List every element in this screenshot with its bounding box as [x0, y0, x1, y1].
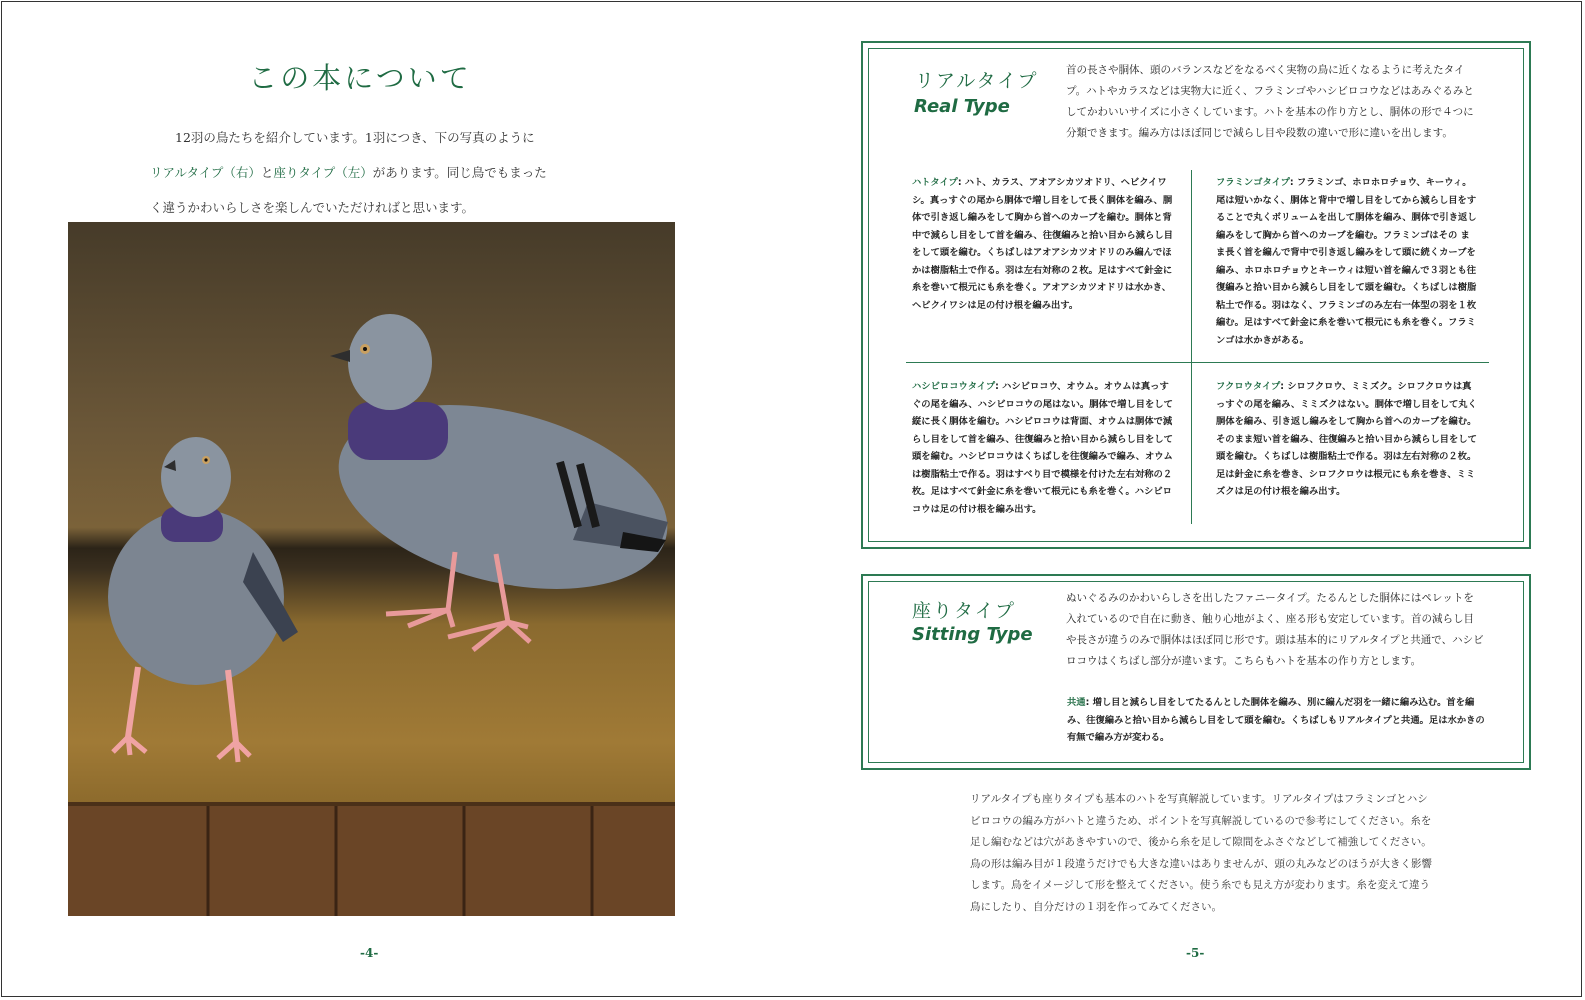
sitting-type-description: ぬいぐるみのかわいらしさを出したファニータイプ。たるんとした胴体にはペレットを入れているので自在に動き、触り心地がよく、座る形も安定しています。首の減らし目や長さが違うのみで胴体はほぼ同じ形です。頭は基本的にリアルタイプと共通で、ハシビロコウはくちばし部分が違います。こちらもハトを基本の作り方とします。 — [1066, 592, 1484, 667]
cell-label: フクロウタイプ — [1216, 381, 1281, 392]
cell-label: フラミンゴタイプ — [1216, 177, 1290, 188]
sitting-pigeon — [108, 437, 298, 762]
intro-real-type: リアルタイプ（右） — [150, 165, 261, 180]
table-planks — [68, 804, 675, 916]
sitting-type-title: 座りタイプ — [912, 600, 1017, 622]
flamingo-type-cell — [1216, 174, 1478, 349]
shoebill-type-cell — [912, 378, 1174, 518]
page-number-right: -5- — [1186, 946, 1205, 960]
common-label: 共通 — [1067, 697, 1086, 708]
intro-sitting-type: 座りタイプ（左） — [273, 165, 373, 180]
intro-line-3: く違うかわいらしさを楽しんでいただければと思います。 — [150, 200, 475, 215]
cell-text: : ハシビロコウ、オウム。オウムは真っすぐの尾を編み、ハシビロコウの尾はない。胴体で増し目をして縦に長く胴体を編む。ハシビロコウは背面、オウムは胴体で減らし目をして首を編み、往復編みと拾い目から減らし目をして頭を編む。ハシビロコウはくちばしを往復編みで編み、オウムは樹脂粘土で作る。羽はすべり目で模様を付けた左右対称の２枚。足はすべて針金に糸を巻いて根元にも糸を巻く。ハシビロコウは足の付け根を編み出す。 — [912, 381, 1173, 515]
real-type-title: リアルタイプ — [915, 70, 1039, 92]
real-type-subtitle: Real Type — [914, 96, 1010, 117]
intro-line-1: 12羽の鳥たちを紹介しています。1羽につき、下の写真のように — [175, 130, 535, 145]
cell-text: : フラミンゴ、ホロホロチョウ、キーウィ。尾は短いかなく、胴体と背中で増し目をしてから減らし目をすることで丸くボリュームを出して胴体を編み、胴体で引き返し編みをして胸から首へのカーブを編む。フラミンゴはその まま長く首を編んで背中で引き返し編みをして頭に続くカーブを編み、ホロホロチョウとキーウィは短い首を編んで３羽とも往復編みと拾い目から減らし目をして頭を編む。くちばしは樹脂粘土で作る。羽はなく、フラミンゴのみ左右一体型の羽を１枚編む。足はすべて針金に糸を巻いて根元にも糸を巻く。フラミンゴは水かきがある。 — [1216, 177, 1477, 346]
cell-label: ハシビロコウタイプ — [912, 381, 996, 392]
pigeon-type-cell — [912, 174, 1174, 314]
standing-pigeon — [319, 314, 675, 650]
cell-label: ハトタイプ — [912, 177, 958, 188]
grid-vertical-divider — [1191, 170, 1192, 524]
common-note — [1067, 694, 1487, 747]
pigeon-illustration — [68, 222, 675, 916]
common-text: : 増し目と減らし目をしてたるんとした胴体を編み、別に編んだ羽を一緒に編み込む。首を編み、往復編みと拾い目から減らし目をして頭を編む。くちばしもリアルタイプと共通。足は水かきの有無で編み方が変わる。 — [1067, 697, 1485, 743]
page-number-left: -4- — [360, 946, 379, 960]
real-type-description: 首の長さや胴体、頭のバランスなどをなるべく実物の鳥に近くなるように考えたタイプ。ハトやカラスなどは実物大に近く、フラミンゴやハシビロコウなどはあみぐるみとしてかわいいサイズに小さくしています。ハトを基本の作り方とし、胴体の形で４つに分類できます。編み方はほぼ同じで減らし目や段数の違いで形に違いを出します。 — [1066, 64, 1474, 139]
intro-conjunction: と — [260, 165, 274, 180]
bottom-note: リアルタイプも座りタイプも基本のハトを写真解説しています。リアルタイプはフラミンゴとハシビロコウの編み方がハトと違うため、ポイントを写真解説しているので参考にしてください。糸を足し編むなどは穴があきやすいので、後から糸を足して隙間をふさぐなどして補強してください。鳥の形は編み目が１段違うだけでも大きな違いはありませんが、頭の丸みなどのほうが大きく影響します。鳥をイメージして形を整えてください。使う糸でも見え方が変わります。糸を変えて違う鳥にしたり、自分だけの１羽を作ってみてください。 — [970, 793, 1432, 913]
grid-horizontal-divider — [906, 362, 1489, 363]
intro-line-2 — [150, 155, 600, 190]
cell-text: : シロフクロウ、ミミズク。シロフクロウは真っすぐの尾を編み、ミミズクはない。胴体で増し目をして丸く胴体を編み、引き返し編みをして胸から首へのカーブを編む。そのまま短い首を編み、往復編みと拾い目から減らし目をして頭を編む。くちばしは樹脂粘土で作る。羽は左右対称の２枚。足は針金に糸を巻き、シロフクロウは根元にも糸を巻き、ミミズクは足の付け根を編み出す。 — [1216, 381, 1477, 497]
intro-paragraph — [150, 120, 600, 225]
owl-type-cell — [1216, 378, 1478, 501]
cell-text: : ハト、カラス、アオアシカツオドリ、ヘビクイワシ。真っすぐの尾から胴体で増し目をして長く胴体を編み、胴体で引き返し編みをして胸から首へのカーブを編む。胴体と背中で減らし目をして首を編み、往復編みと拾い目から減らし目をして頭を編む。くちばしはアオアシカツオドリのみ編んでほかは樹脂粘土で作る。羽は左右対称の２枚。足はすべて針金に糸を巻いて根元にも糸を巻く。アオアシカツオドリは水かき、ヘビクイワシは足の付け根を編み出す。 — [912, 177, 1173, 311]
page-title: この本について — [248, 61, 472, 95]
intro-line-2-end: があります。同じ鳥でもまった — [372, 165, 547, 180]
sitting-type-subtitle: Sitting Type — [912, 624, 1033, 645]
pigeon-photo — [68, 222, 675, 916]
